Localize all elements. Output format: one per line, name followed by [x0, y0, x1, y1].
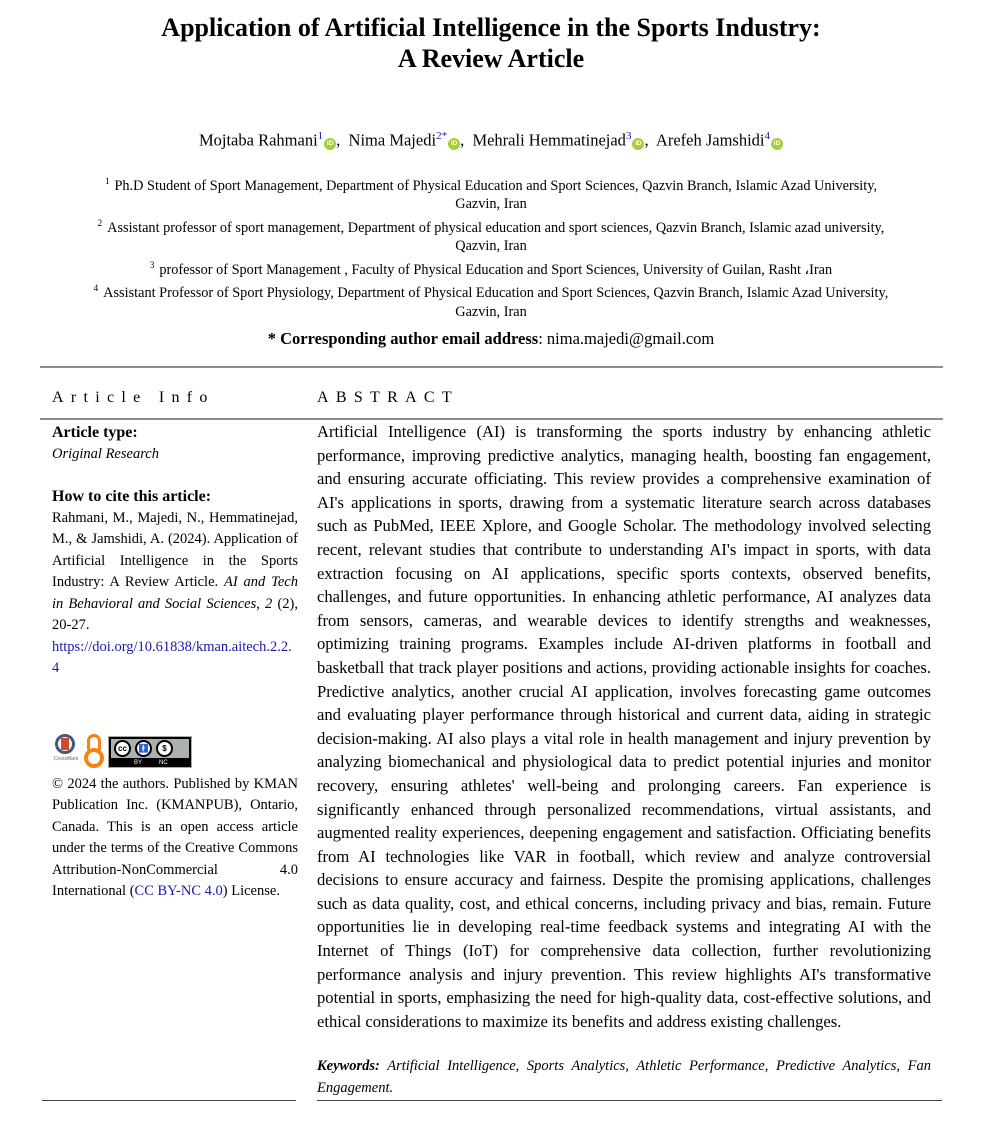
divider-bottom-left [42, 1100, 296, 1101]
license-statement [52, 774, 298, 903]
affiliation-location: Gazvin, Iran [455, 303, 527, 320]
abstract-heading: ABSTRACT [317, 389, 459, 406]
cc-icon: cc [114, 740, 131, 757]
cc-by-nc-badge[interactable] [108, 736, 192, 768]
affiliation [50, 214, 932, 256]
open-access-lock-icon [83, 734, 105, 770]
corresponding-sep: : [538, 329, 547, 348]
citation-journal: AI and Tech in Behavioral and Social Sciences, 2 [52, 574, 298, 612]
affiliation-number: 1 [104, 176, 110, 186]
citation-issue: (2), 20-27. [52, 595, 298, 633]
affiliation-text: Assistant Professor of Sport Physiology, Department of Physical Education and Sport Sciences, Qazvin Branch, Islamic Azad University, [103, 285, 889, 302]
affiliation-text: Ph.D Student of Sport Management, Department of Physical Education and Sport Sciences, Qazvin Branch, Islamic Azad University, [114, 177, 878, 194]
author-affiliation-marker: 1 [317, 130, 324, 142]
license-text: © 2024 the authors. Published by KMAN Publication Inc. (KMANPUB), Ontario, Canada. This is an open access article under the terms of the Creative Commons Attribution-NonCommercial 4.0 International ( [52, 775, 298, 899]
affiliation [50, 279, 932, 321]
author-list: Mojtaba Rahmani$^1$iD , Nima Majedi$^{2*}$iD , Mehrali Hemmatinejad$^3$iD , Arefeh Jamshidi$^4$iD [0, 130, 982, 151]
article-title [0, 12, 982, 74]
affiliation [50, 172, 932, 214]
orcid-icon[interactable]: iD [448, 138, 460, 150]
affiliation-number: 3 [149, 259, 155, 270]
affiliation [50, 256, 932, 279]
affiliation-location: Gazvin, Iran [455, 196, 527, 213]
corresponding-email[interactable]: nima.majedi@gmail.com [546, 329, 715, 348]
title-line-2: A Review Article [397, 44, 585, 73]
license-link[interactable]: CC BY-NC 4.0 [134, 883, 223, 899]
affiliation-number: 2 [97, 217, 103, 228]
doi-link[interactable]: https://doi.org/10.61838/kman.aitech.2.2.4 [52, 638, 292, 676]
divider-bottom-right [317, 1100, 942, 1101]
affiliation-list [50, 172, 932, 321]
attribution-person-icon: 🚹 [135, 740, 152, 757]
affiliation-number: 4 [93, 283, 99, 294]
author-name: Nima Majedi [348, 130, 437, 150]
noncommercial-icon: $ [156, 740, 173, 757]
affiliation-text: Assistant professor of sport management, Department of physical education and sport sciences, Qazvin Branch, Islamic azad university, [107, 219, 885, 236]
article-type-label: Article type: [52, 424, 138, 441]
affiliation-text: professor of Sport Management , Faculty of Physical Education and Sport Sciences, University of Guilan, Rasht ،Iran [159, 261, 833, 278]
cite-label: How to cite this article: [52, 488, 212, 505]
nc-label: NC [159, 759, 168, 766]
orcid-icon[interactable]: iD [771, 138, 783, 150]
orcid-icon[interactable]: iD [324, 138, 336, 150]
article-info-heading: Article Info [52, 389, 215, 406]
by-label: BY [134, 759, 143, 766]
article-info-panel [52, 422, 298, 903]
divider-top [40, 366, 943, 368]
author-name: Mojtaba Rahmani [198, 130, 318, 150]
corresponding-author [0, 329, 982, 349]
article-type-value: Original Research [52, 445, 159, 462]
citation-text: Rahmani, M., Majedi, N., Hemmatinejad, M., & Jamshidi, A. (2024). Application of Artificial Intelligence in the Sports Industry: A Review Article. [52, 509, 298, 590]
orcid-icon[interactable]: iD [632, 138, 644, 150]
author-affiliation-marker: 3 [625, 130, 632, 142]
author-name: Mehrali Hemmatinejad [472, 130, 626, 150]
license-end: ) License. [222, 883, 280, 899]
keywords-label: Keywords: [317, 1058, 380, 1074]
author-name: Arefeh Jamshidi [655, 130, 765, 150]
crossmark-label: CrossMark [53, 755, 79, 762]
author-affiliation-marker: 2* [436, 130, 448, 142]
affiliation-location: Qazvin, Iran [455, 238, 527, 255]
keywords [317, 1055, 931, 1099]
keywords-list: Artificial Intelligence, Sports Analytics, Athletic Performance, Predictive Analytics, Fan Engagement. [317, 1058, 931, 1096]
abstract-text: Artificial Intelligence (AI) is transforming the sports industry by enhancing athletic performance, improving predictive analytics, managing health, boosting fan engagement, and ensuring accurate officiating. This review provides a comprehensive examination of AI's applications in sports, drawing from a systematic literature search across databases such as PubMed, IEEE Xplore, and Google Scholar. The methodology involved selecting recent, relevant studies that contribute to understanding AI's impact in sports, with data extraction focusing on AI applications, specific sports contexts, observed benefits, challenges, and future opportunities. In enhancing athletic performance, AI analyzes data from sensors, cameras, and wearable devices to identify strengths and weaknesses, optimizing training programs. Examples include AI-driven platforms in football and basketball that track player positions and actions, providing actionable insights for coaches. Predictive analytics, another crucial AI application, involves forecasting game outcomes and evaluating player performance through historical and current data, aiding in strategic decision-making. AI also plays a vital role in health management and injury prevention by analyzing biomechanical and physiological data to predict potential injuries and monitor recovery, ensuring athletes' well-being and prolonging careers. Fan experience is significantly enhanced through personalized recommendations, virtual assistants, and augmented reality experiences, deepening engagement and satisfaction. Officiating benefits from AI technologies like VAR in football, which review and analyze controversial decisions to ensure accuracy and fairness. Despite the promising applications, challenges such as data quality, cost, and ethical concerns, including privacy and bias, remain. Future opportunities lie in developing real-time feedback systems and integrating AI with the Internet of Things (IoT) for comprehensive data collection, further revolutionizing performance analysis and injury prevention. This review highlights AI's transformative potential in sports, emphasizing the need for high-quality data, cost-effective solutions, and ethical considerations to maximize its benefits and address existing challenges. [317, 422, 931, 1031]
corresponding-label: * Corresponding author email address [267, 329, 539, 348]
title-line-1: Application of Artificial Intelligence in the Sports Industry: [161, 13, 821, 42]
crossmark-icon[interactable] [52, 734, 80, 770]
author-affiliation-marker: 4 [764, 130, 771, 142]
citation [52, 508, 298, 637]
license-badges [52, 732, 298, 772]
